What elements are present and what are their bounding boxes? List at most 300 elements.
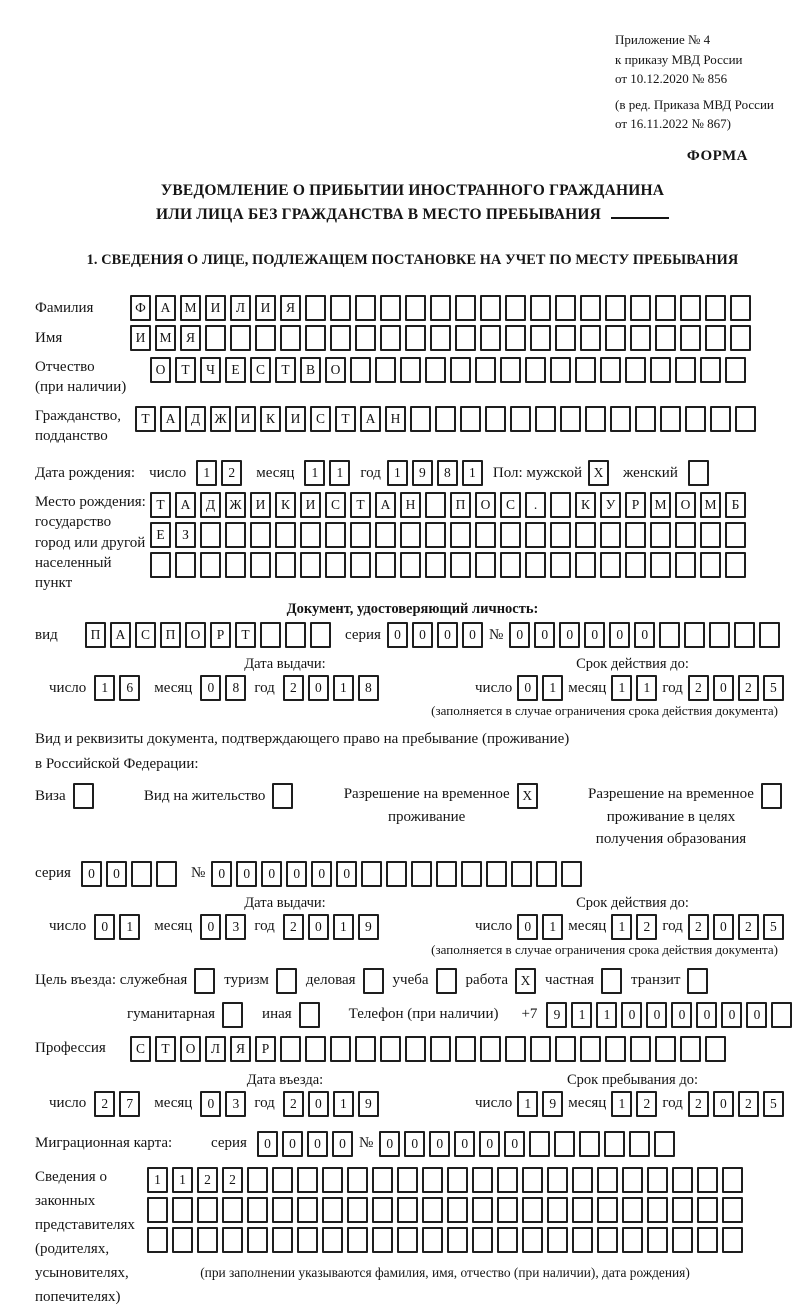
form-cell <box>350 522 371 548</box>
form-cell: 2 <box>738 675 759 701</box>
form-cell <box>450 552 471 578</box>
form-cell[interactable]: X <box>517 783 538 809</box>
form-cell <box>672 1227 693 1253</box>
representatives-label: Сведения о законных представителях (родителях, усыновителях, попечителях) <box>35 1168 135 1305</box>
doc-type-label: вид <box>35 626 58 643</box>
form-cell <box>647 1197 668 1223</box>
form-cell: С <box>500 492 521 518</box>
form-cell <box>475 357 496 383</box>
stay-doc-intro-line2: в Российской Федерации: <box>35 755 199 772</box>
form-cell <box>297 1167 318 1193</box>
form-cell <box>555 1036 576 1062</box>
citizenship-label: Гражданство, подданство <box>35 407 122 444</box>
form-cell: П <box>450 492 471 518</box>
form-cell: 8 <box>437 460 458 486</box>
form-cell <box>700 522 721 548</box>
form-cell: 0 <box>559 622 580 648</box>
visa-checkbox[interactable] <box>73 783 94 809</box>
representatives-cells-row1 <box>147 1167 743 1193</box>
form-cell <box>605 325 626 351</box>
residence-permit-checkbox[interactable] <box>272 783 293 809</box>
purpose-private-checkbox[interactable] <box>601 968 622 994</box>
form-cell[interactable] <box>761 783 782 809</box>
form-cell <box>530 295 551 321</box>
form-cell <box>680 295 701 321</box>
form-cell <box>260 622 281 648</box>
form-cell <box>310 622 331 648</box>
permit-validity-note: (заполняется в случае ограничения срока действия документа) <box>431 941 778 957</box>
form-cell <box>629 1131 650 1157</box>
form-cell[interactable] <box>276 968 297 994</box>
form-cell <box>597 1197 618 1223</box>
valid-until-header: Срок действия до: <box>576 656 689 673</box>
purpose-study-option: учеба <box>393 968 457 994</box>
form-cell: 1 <box>611 1091 632 1117</box>
purpose-work-option: работа X <box>466 968 537 994</box>
entry-year-cells <box>283 1091 379 1117</box>
month-label: месяц <box>568 1095 607 1112</box>
profession-label: Профессия <box>35 1040 106 1057</box>
form-cell <box>200 552 221 578</box>
form-cell: Т <box>155 1036 176 1062</box>
form-cell <box>605 1036 626 1062</box>
form-cell: 0 <box>437 622 458 648</box>
form-cell <box>372 1227 393 1253</box>
form-cell <box>380 295 401 321</box>
birthplace-cell-rows <box>150 492 746 578</box>
firstname-label: Имя <box>35 329 63 346</box>
id-doc-dates-row <box>35 675 790 701</box>
month-label: месяц <box>568 918 607 935</box>
phone-cells <box>546 1002 792 1028</box>
form-cell: Ф <box>130 295 151 321</box>
purpose-study-checkbox[interactable] <box>436 968 457 994</box>
form-cell <box>654 1131 675 1157</box>
form-cell <box>347 1197 368 1223</box>
form-cell <box>522 1167 543 1193</box>
form-cell: О <box>185 622 206 648</box>
form-cell: И <box>300 492 321 518</box>
form-cell: Т <box>350 492 371 518</box>
form-cell <box>536 861 557 887</box>
firstname-row <box>35 325 790 351</box>
form-cell <box>175 552 196 578</box>
year-label: год <box>254 679 275 696</box>
form-cell: 1 <box>611 675 632 701</box>
form-cell <box>697 1167 718 1193</box>
form-cell <box>505 325 526 351</box>
phone-label: Телефон (при наличии) <box>348 1006 499 1023</box>
form-cell <box>734 622 755 648</box>
form-cell: Д <box>200 492 221 518</box>
year-label: год <box>662 679 683 696</box>
form-cell <box>355 325 376 351</box>
day-label: число <box>49 918 87 935</box>
form-cell <box>555 325 576 351</box>
form-cell[interactable] <box>272 783 293 809</box>
form-cell <box>535 406 556 432</box>
form-cell: И <box>285 406 306 432</box>
birthdate-label: Дата рождения: <box>35 464 136 481</box>
form-cell <box>450 522 471 548</box>
form-cell: 2 <box>283 1091 304 1117</box>
form-cell: А <box>160 406 181 432</box>
form-cell: 0 <box>534 622 555 648</box>
form-cell[interactable] <box>194 968 215 994</box>
temp-residence-checkbox[interactable] <box>517 783 538 809</box>
form-cell: 1 <box>172 1167 193 1193</box>
form-cell <box>147 1197 168 1223</box>
stay-month-cells <box>611 1091 657 1117</box>
form-cell[interactable]: X <box>588 460 609 486</box>
entry-dates-row <box>35 1091 790 1117</box>
form-cell <box>450 357 471 383</box>
form-cell <box>280 325 301 351</box>
form-cell: 5 <box>763 675 784 701</box>
form-cell: Ж <box>210 406 231 432</box>
form-cell: Б <box>725 492 746 518</box>
form-cell <box>397 1197 418 1223</box>
form-cell <box>700 552 721 578</box>
form-cell <box>709 622 730 648</box>
form-cell <box>380 1036 401 1062</box>
form-cell: К <box>575 492 596 518</box>
form-cell <box>672 1167 693 1193</box>
year-label: год <box>254 1095 275 1112</box>
form-cell <box>372 1197 393 1223</box>
form-cell <box>550 492 571 518</box>
form-cell: Р <box>255 1036 276 1062</box>
form-cell <box>372 1167 393 1193</box>
temp-residence-edu-option <box>588 783 782 851</box>
permit-issue-year-cells <box>283 914 379 940</box>
form-cell <box>150 552 171 578</box>
form-cell: И <box>255 295 276 321</box>
form-cell <box>400 357 421 383</box>
id-issue-day-cells <box>94 675 140 701</box>
purpose-official-option: Цель въезда: служебная <box>35 968 215 994</box>
form-cell <box>375 357 396 383</box>
form-cell <box>530 1036 551 1062</box>
form-cell[interactable] <box>222 1002 243 1028</box>
form-cell: 1 <box>329 460 350 486</box>
form-cell: С <box>325 492 346 518</box>
form-cell <box>297 1197 318 1223</box>
form-cell <box>275 552 296 578</box>
form-cell <box>555 295 576 321</box>
form-cell: И <box>250 492 271 518</box>
form-cell[interactable] <box>601 968 622 994</box>
form-cell: 5 <box>763 914 784 940</box>
phone-prefix: +7 <box>521 1006 538 1023</box>
form-cell <box>397 1167 418 1193</box>
annex-line: Приложение № 4 <box>615 32 711 47</box>
title-blank-underline <box>611 203 669 219</box>
form-cell[interactable] <box>299 1002 320 1028</box>
representatives-note: (при заполнении указываются фамилия, имя, отчество (при наличии), дата рождения) <box>200 1264 690 1280</box>
purpose-official-checkbox[interactable] <box>194 968 215 994</box>
form-cell: 0 <box>429 1131 450 1157</box>
id-doc-dates-headers <box>35 656 790 673</box>
form-cell <box>297 1227 318 1253</box>
form-cell <box>410 406 431 432</box>
form-cell: 0 <box>646 1002 667 1028</box>
form-cell <box>447 1227 468 1253</box>
permit-valid-year-cells <box>688 914 784 940</box>
id-issue-month-cells <box>200 675 246 701</box>
form-cell <box>322 1167 343 1193</box>
form-cell <box>622 1227 643 1253</box>
form-cell <box>650 357 671 383</box>
form-cell <box>600 522 621 548</box>
form-cell <box>472 1197 493 1223</box>
form-cell <box>625 522 646 548</box>
form-cell <box>386 861 407 887</box>
form-cell <box>697 1227 718 1253</box>
birth-year-cells <box>387 460 483 486</box>
purpose-humanitarian-checkbox[interactable] <box>222 1002 243 1028</box>
form-cell: М <box>650 492 671 518</box>
form-cell: 5 <box>763 1091 784 1117</box>
form-cell <box>725 522 746 548</box>
permit-valid-day-cells <box>517 914 563 940</box>
form-cell <box>461 861 482 887</box>
id-valid-year-cells <box>688 675 784 701</box>
form-cell <box>579 1131 600 1157</box>
surname-cells <box>130 295 751 321</box>
day-label: число <box>475 679 513 696</box>
form-cell[interactable] <box>436 968 457 994</box>
form-cell: 1 <box>636 675 657 701</box>
form-cell: 1 <box>333 914 354 940</box>
form-cell: А <box>175 492 196 518</box>
form-cell: Т <box>275 357 296 383</box>
purpose-row <box>35 968 790 994</box>
form-cell: 0 <box>200 914 221 940</box>
form-cell <box>250 522 271 548</box>
form-cell <box>525 552 546 578</box>
form-cell: Р <box>625 492 646 518</box>
form-cell <box>605 295 626 321</box>
form-cell <box>759 622 780 648</box>
form-cell: 1 <box>517 1091 538 1117</box>
form-cell <box>585 406 606 432</box>
form-cell <box>525 522 546 548</box>
form-cell: Л <box>230 295 251 321</box>
form-cell: 0 <box>584 622 605 648</box>
form-cell: Я <box>230 1036 251 1062</box>
month-label: месяц <box>154 1095 193 1112</box>
form-cell: 0 <box>671 1002 692 1028</box>
profession-row <box>35 1036 790 1062</box>
form-cell: 1 <box>333 675 354 701</box>
year-label: год <box>662 918 683 935</box>
residence-permit-option <box>144 783 293 809</box>
permit-valid-month-cells <box>611 914 657 940</box>
form-cell: 0 <box>336 861 357 887</box>
form-cell <box>497 1197 518 1223</box>
form-cell: 0 <box>509 622 530 648</box>
form-cell <box>411 861 432 887</box>
form-cell: 0 <box>462 622 483 648</box>
form-cell <box>350 552 371 578</box>
form-cell <box>500 552 521 578</box>
form-cell <box>511 861 532 887</box>
form-title-line2: ИЛИ ЛИЦА БЕЗ ГРАЖДАНСТВА В МЕСТО ПРЕБЫВАНИЯ <box>35 203 790 228</box>
doc-type-cells <box>85 622 331 648</box>
form-cell <box>480 295 501 321</box>
form-cell: 0 <box>517 675 538 701</box>
form-cell <box>680 1036 701 1062</box>
purpose-tourism-checkbox[interactable] <box>276 968 297 994</box>
form-cell: 9 <box>412 460 433 486</box>
purpose-business-checkbox[interactable] <box>363 968 384 994</box>
form-cell: А <box>360 406 381 432</box>
form-cell <box>285 622 306 648</box>
form-cell <box>222 1227 243 1253</box>
form-cell <box>300 552 321 578</box>
temp-residence-label: Разрешение на временное проживание <box>343 786 510 825</box>
form-cell <box>330 325 351 351</box>
form-cell: 0 <box>308 914 329 940</box>
form-cell: 2 <box>688 914 709 940</box>
form-cell: А <box>155 295 176 321</box>
purpose-work-checkbox[interactable] <box>515 968 536 994</box>
form-cell <box>430 325 451 351</box>
form-cell <box>650 522 671 548</box>
form-cell <box>305 325 326 351</box>
form-cell: 0 <box>713 1091 734 1117</box>
form-cell <box>705 325 726 351</box>
form-cell <box>225 522 246 548</box>
form-cell <box>705 295 726 321</box>
form-cell: 0 <box>379 1131 400 1157</box>
form-cell: 9 <box>358 914 379 940</box>
form-cell <box>675 552 696 578</box>
form-cell: 2 <box>738 914 759 940</box>
form-cell: 1 <box>542 914 563 940</box>
representatives-block <box>35 1165 790 1309</box>
form-cell <box>361 861 382 887</box>
form-cell[interactable] <box>687 968 708 994</box>
purpose-transit-checkbox[interactable] <box>687 968 708 994</box>
form-cell: П <box>85 622 106 648</box>
form-cell: 0 <box>236 861 257 887</box>
form-cell <box>272 1227 293 1253</box>
form-cell: О <box>675 492 696 518</box>
form-cell <box>486 861 507 887</box>
form-cell: 0 <box>211 861 232 887</box>
form-cell <box>635 406 656 432</box>
form-cell <box>572 1167 593 1193</box>
form-cell <box>655 295 676 321</box>
form-cell[interactable] <box>73 783 94 809</box>
form-cell: Т <box>335 406 356 432</box>
form-cell: С <box>250 357 271 383</box>
form-cell: М <box>180 295 201 321</box>
form-cell: С <box>135 622 156 648</box>
form-cell: 1 <box>304 460 325 486</box>
form-cell: 0 <box>387 622 408 648</box>
form-cell <box>435 406 456 432</box>
purpose-other-checkbox[interactable] <box>299 1002 320 1028</box>
form-cell: . <box>525 492 546 518</box>
form-cell: 3 <box>225 914 246 940</box>
form-cell: 0 <box>621 1002 642 1028</box>
form-cell: 0 <box>261 861 282 887</box>
identity-doc-heading: Документ, удостоверяющий личность: <box>286 601 539 618</box>
form-cell <box>375 552 396 578</box>
day-label: число <box>49 679 87 696</box>
purpose-business-option: деловая <box>306 968 384 994</box>
form-cell[interactable] <box>688 460 709 486</box>
form-cell <box>625 357 646 383</box>
form-cell: С <box>310 406 331 432</box>
form-cell <box>547 1227 568 1253</box>
permit-valid-date-group <box>475 914 784 940</box>
form-cell <box>572 1197 593 1223</box>
temp-residence-edu-checkbox[interactable] <box>761 783 782 809</box>
form-cell <box>172 1197 193 1223</box>
form-cell: 2 <box>636 914 657 940</box>
form-cell <box>580 295 601 321</box>
form-cell: 0 <box>746 1002 767 1028</box>
form-cell: Ч <box>200 357 221 383</box>
birthplace-cells-row1 <box>150 492 746 518</box>
form-cell <box>460 406 481 432</box>
number-label: № <box>190 865 206 882</box>
permit-number-cells <box>211 861 582 887</box>
sex-male-checkbox[interactable] <box>588 460 609 486</box>
form-cell <box>275 522 296 548</box>
form-cell <box>647 1167 668 1193</box>
form-cell[interactable]: X <box>515 968 536 994</box>
form-cell: 0 <box>257 1131 278 1157</box>
form-cell <box>350 357 371 383</box>
series-label: серия <box>35 865 71 882</box>
form-cell: 2 <box>738 1091 759 1117</box>
form-cell <box>525 357 546 383</box>
form-cell <box>625 552 646 578</box>
form-cell: Т <box>135 406 156 432</box>
form-cell[interactable] <box>363 968 384 994</box>
form-cell: 1 <box>119 914 140 940</box>
form-cell: П <box>160 622 181 648</box>
form-cell: 0 <box>200 675 221 701</box>
form-cell <box>522 1227 543 1253</box>
form-cell <box>510 406 531 432</box>
form-cell <box>225 552 246 578</box>
form-cell <box>422 1227 443 1253</box>
form-cell <box>647 1227 668 1253</box>
form-cell: Ж <box>225 492 246 518</box>
form-cell: 0 <box>713 675 734 701</box>
id-issue-date-group <box>35 675 475 701</box>
form-cell: О <box>475 492 496 518</box>
form-cell: 8 <box>225 675 246 701</box>
purpose-other-option: иная <box>262 1002 320 1028</box>
sex-female-checkbox[interactable] <box>688 460 709 486</box>
form-cell <box>247 1227 268 1253</box>
form-cell: 0 <box>721 1002 742 1028</box>
form-cell: 0 <box>307 1131 328 1157</box>
form-cell: И <box>130 325 151 351</box>
form-cell <box>355 1036 376 1062</box>
form-cell: Н <box>400 492 421 518</box>
form-cell <box>472 1167 493 1193</box>
form-cell <box>675 522 696 548</box>
doc-series-cells <box>387 622 483 648</box>
